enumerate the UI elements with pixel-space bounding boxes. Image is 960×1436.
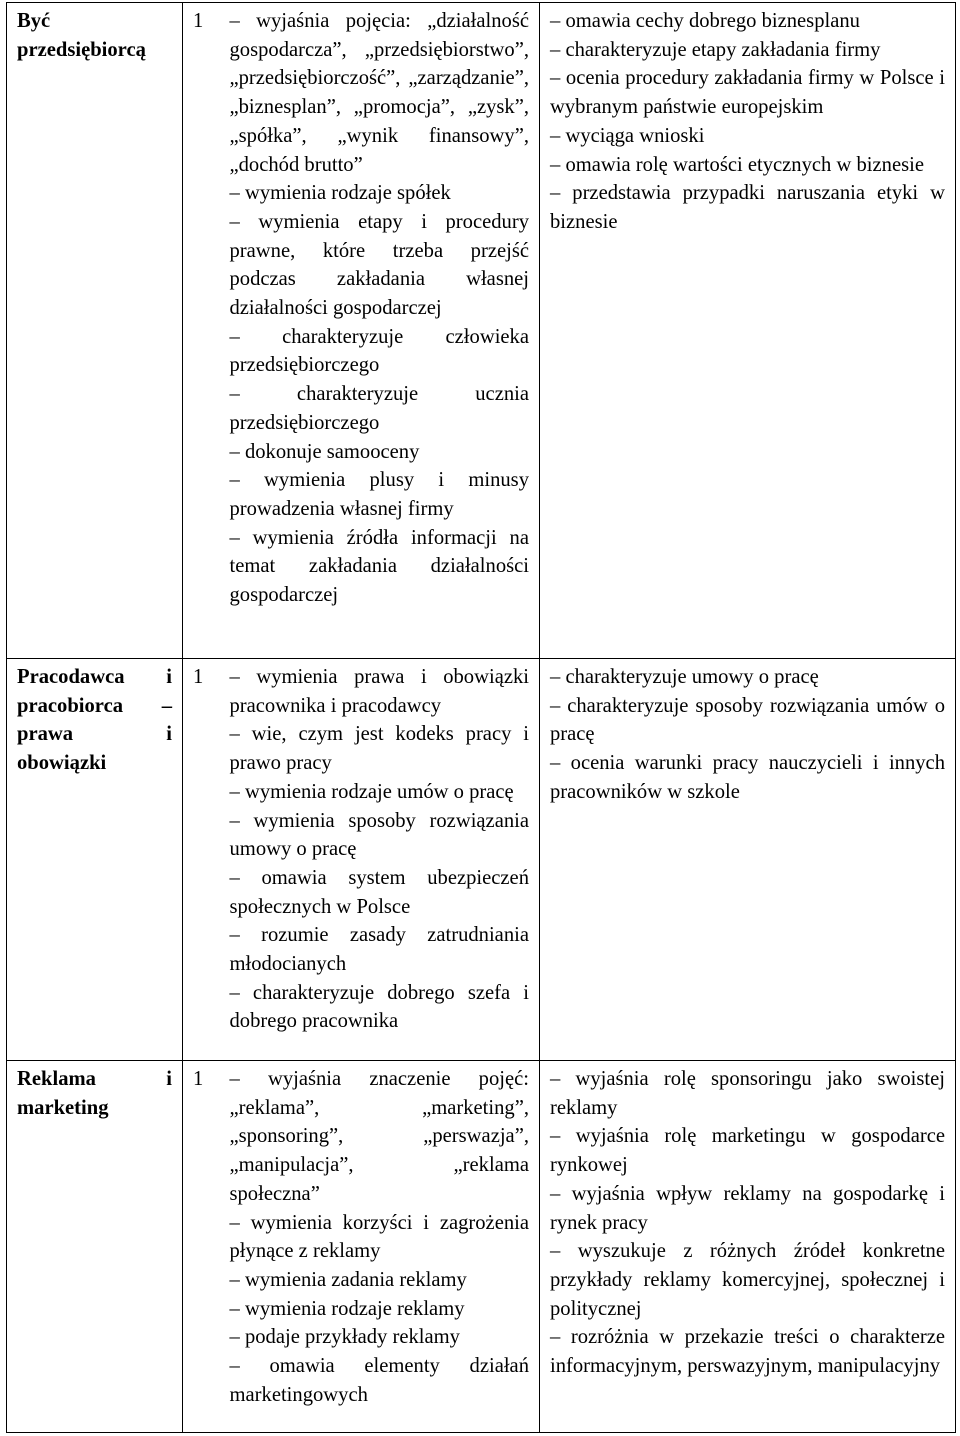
requirement-item: – wyciąga wnioski [550, 124, 705, 147]
requirement-item: – wymienia rodzaje umów o pracę [229, 780, 514, 803]
requirement-item: – charakteryzuje człowieka przedsiębiorczego [229, 325, 529, 377]
topic-cell: Być przedsiębiorcą [7, 3, 183, 659]
basic-requirements-cell [220, 1061, 540, 1433]
requirement-item: – wymienia korzyści i zagrożenia płynące z reklamy [229, 1211, 529, 1263]
requirement-item: – rozumie zasady zatrudniania młodocianych [229, 924, 529, 976]
requirement-item: – wyjaśnia znaczenie pojęć: „reklama”, „marketing”, „sponsoring”, „perswazja”, „manipulacja”, „reklama społeczna” [229, 1068, 529, 1205]
requirement-item: – ocenia procedury zakładania firmy w Polsce i wybranym państwie europejskim [550, 67, 945, 119]
requirement-item: – wyjaśnia rolę sponsoringu jako swoistej reklamy [550, 1068, 945, 1119]
hours-cell: 1 [183, 659, 220, 1061]
extended-requirements-cell [540, 1061, 956, 1433]
curriculum-table [6, 2, 956, 1433]
table-row [7, 659, 956, 1061]
requirement-item: – przedstawia przypadki naruszania etyki w biznesie [550, 182, 945, 233]
requirement-item: – podaje przykłady reklamy [229, 1326, 460, 1349]
hours-cell: 1 [183, 3, 220, 659]
requirement-item: – wyjaśnia rolę marketingu w gospodarce rynkowej [550, 1125, 945, 1177]
requirement-item: – wyjaśnia wpływ reklamy na gospodarkę i rynek pracy [550, 1182, 945, 1234]
requirement-item: – wymienia prawa i obowiązki pracownika i pracodawcy [229, 666, 529, 717]
requirement-item: – wymienia plusy i minusy prowadzenia własnej firmy [229, 469, 529, 520]
table-row [7, 3, 956, 659]
requirement-item: – ocenia warunki pracy nauczycieli i innych pracowników w szkole [550, 752, 945, 803]
requirement-item: – charakteryzuje umowy o pracę [550, 666, 819, 688]
requirement-item: – wie, czym jest kodeks pracy i prawo pracy [229, 723, 529, 775]
extended-requirements-cell [540, 3, 956, 659]
requirement-item: – omawia elementy działań marketingowych [229, 1355, 529, 1406]
hours-cell: 1 [183, 1061, 220, 1433]
requirement-item: – wymienia etapy i procedury prawne, które trzeba przejść podczas zakładania własnej działalności gospodarczej [229, 210, 529, 320]
basic-requirements-cell [220, 3, 540, 659]
extended-requirements-cell [540, 659, 956, 1061]
requirement-item: – wymienia rodzaje spółek [229, 182, 451, 205]
requirement-item: – omawia rolę wartości etycznych w biznesie [550, 153, 924, 176]
requirement-item: – wymienia rodzaje reklamy [229, 1297, 465, 1320]
requirement-item: – wymienia źródła informacji na temat zakładania działalności gospodarczej [229, 526, 529, 607]
requirement-item: – omawia system ubezpieczeń społecznych w Polsce [229, 866, 529, 918]
requirement-item: – charakteryzuje ucznia przedsiębiorczego [229, 383, 529, 434]
requirement-item: – charakteryzuje dobrego szefa i dobrego pracownika [229, 981, 529, 1033]
requirement-item: – wymienia zadania reklamy [229, 1268, 467, 1291]
requirement-item: – omawia cechy dobrego biznesplanu [550, 10, 860, 32]
requirement-item: – rozróżnia w przekazie treści o charakterze informacyjnym, perswazyjnym, manipulacyjny [550, 1326, 945, 1378]
requirement-item: – wymienia sposoby rozwiązania umowy o pracę [229, 809, 529, 861]
requirement-item: – charakteryzuje etapy zakładania firmy [550, 38, 881, 61]
table-row [7, 1061, 956, 1433]
requirement-item: – charakteryzuje sposoby rozwiązania umów o pracę [550, 694, 945, 746]
basic-requirements-cell [220, 659, 540, 1061]
topic-cell: Reklama i marketing [7, 1061, 183, 1433]
topic-cell: Pracodawca i pracobiorca – prawa i obowiązki [7, 659, 183, 1061]
requirement-item: – dokonuje samooceny [229, 440, 420, 463]
requirement-item: – wyszukuje z różnych źródeł konkretne przykłady reklamy komercyjnej, społecznej i politycznej [550, 1240, 945, 1320]
requirement-item: – wyjaśnia pojęcia: „działalność gospodarcza”, „przedsiębiorstwo”, „przedsiębiorczość”, „zarządzanie”, „biznesplan”, „promocja”, „zysk”, „spółka”, „wynik finansowy”, „dochód brutto” [229, 10, 529, 176]
